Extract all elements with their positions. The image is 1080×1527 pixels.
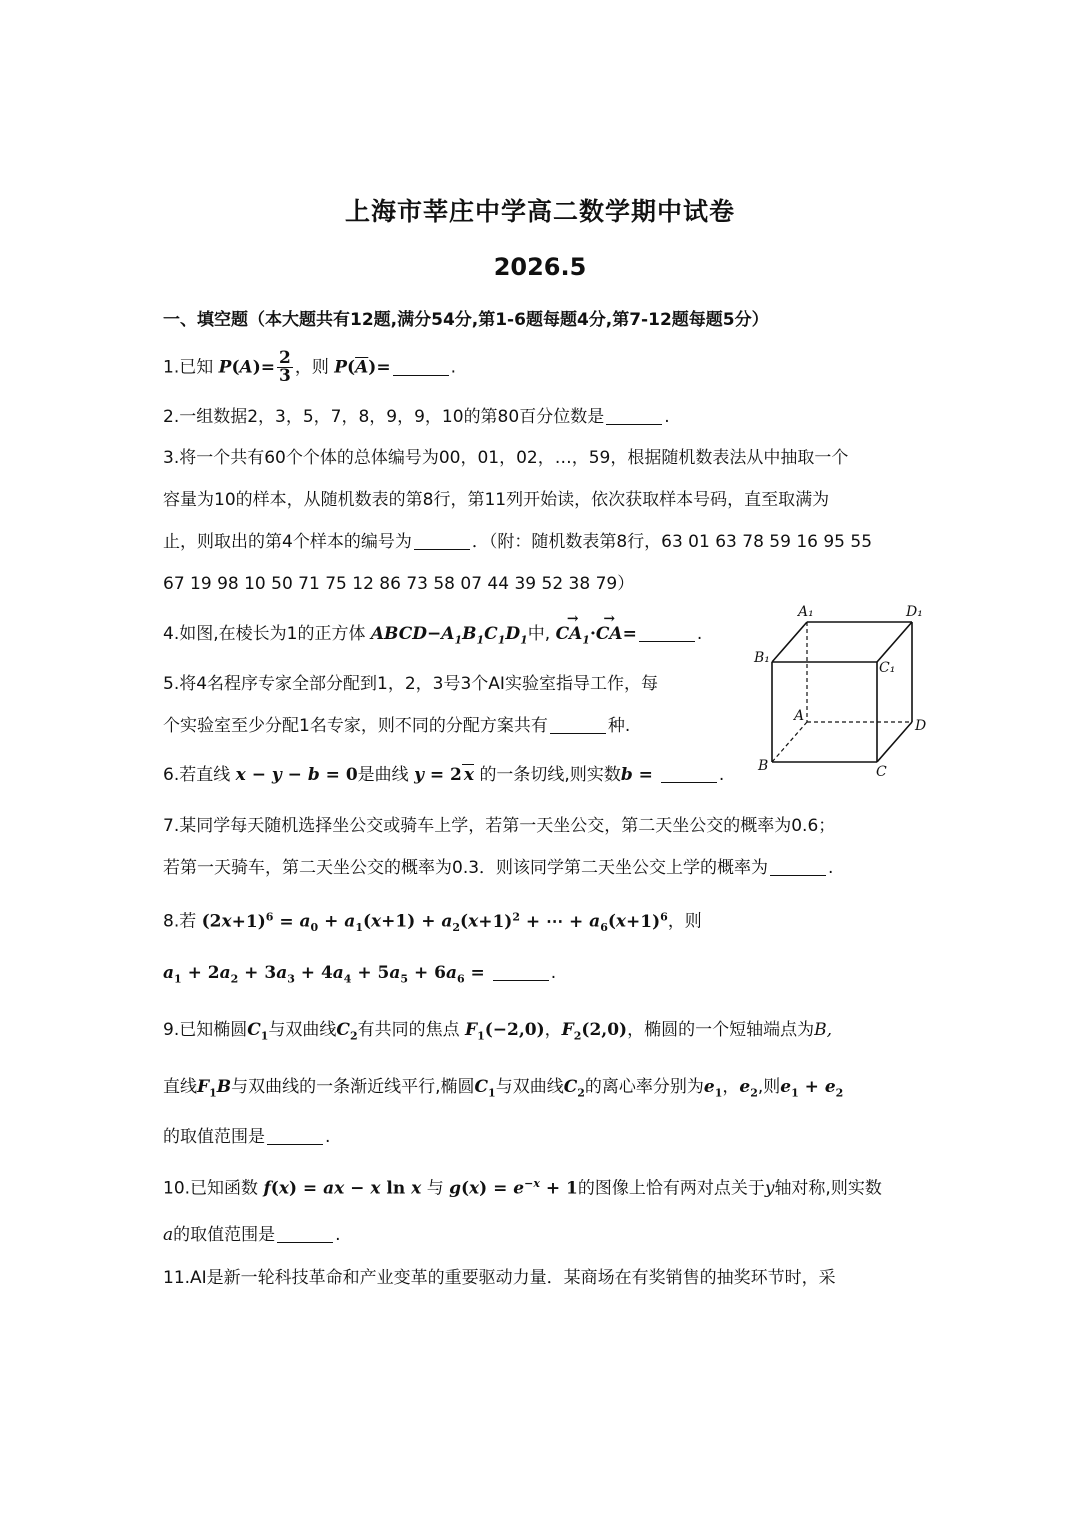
question-5-line-2: 个实验室至少分配1名专家，则不同的分配方案共有 种. [163, 716, 631, 736]
question-7-line-1: 7.某同学每天随机选择坐公交或骑车上学，若第一天坐公交，第二天坐公交的概率为0.6； [163, 816, 836, 836]
vertex-a1-label: A₁ [798, 604, 814, 620]
answer-blank[interactable] [606, 406, 662, 425]
question-8-line-2: $a_1 + 2a_2 + 3a_3 + 4a_4 + 5a_5 + 6a_6$ = . [163, 963, 557, 986]
answer-blank[interactable] [770, 857, 826, 876]
question-10-line-2: a的取值范围是 . [163, 1225, 341, 1245]
vertex-d-label: D [915, 718, 927, 734]
answer-blank[interactable] [639, 623, 695, 642]
question-2: 2.一组数据2，3，5，7，8，9，9，10的第80百分位数是 . [163, 407, 670, 427]
exam-title: 上海市莘庄中学高二数学期中试卷 [344, 197, 735, 226]
vertex-d1-label: D₁ [906, 604, 923, 620]
question-10-line-1: 10.已知函数 f(x) = ax − x ln x 与 $g(x) = e^{-x} + 1$的图像上恰有两对点关于y轴对称,则实数 [163, 1177, 882, 1199]
question-9-line-1: 9.已知椭圆$C_1$与双曲线$C_2$有共同的焦点 $F_1(-2,0)$，$F_2(2,0)$，椭圆的一个短轴端点为B, [163, 1020, 832, 1043]
question-6: 6.若直线 x − y − b = 0是曲线 y = 2 x 的一条切线,则实数b = . [163, 765, 725, 785]
answer-blank[interactable] [414, 531, 470, 550]
question-3-line-4: 67 19 98 10 50 71 75 12 86 73 58 07 44 39 52 38 79） [163, 574, 635, 594]
question-3-line-2: 容量为10的样本，从随机数表的第8行，第11列开始读，依次获取样本号码，直至取满为 [163, 490, 830, 510]
vertex-b-label: B [758, 758, 769, 774]
question-8-line-1: 8.若 $(2x+1)^6 = a_0 + a_1(x+1) + a_2(x+1)^2$ + ⋯ + $a_6(x+1)^6$，则 [163, 910, 702, 935]
question-7-line-2: 若第一天骑车，第二天坐公交的概率为0.3．则该同学第二天坐公交上学的概率为 . [163, 858, 834, 878]
exam-date: 2026.5 [493, 253, 587, 281]
answer-blank[interactable] [661, 764, 717, 783]
question-9-line-3: 的取值范围是 . [163, 1127, 331, 1147]
section-heading: 一、填空题（本大题共有12题,满分54分,第1-6题每题4分,第7-12题每题5分） [163, 310, 769, 330]
vertex-b1-label: B₁ [754, 650, 770, 666]
vertex-c-label: C [876, 764, 887, 780]
cube-figure [752, 600, 932, 780]
answer-blank[interactable] [550, 715, 606, 734]
answer-blank[interactable] [393, 357, 449, 376]
answer-blank[interactable] [267, 1126, 323, 1145]
question-3-line-1: 3.将一个共有60个个体的总体编号为00，01，02，…，59，根据随机数表法从中抽取一个 [163, 448, 849, 468]
question-3-line-3: 止，则取出的第4个样本的编号为 ．（附：随机数表第8行，63 01 63 78 59 16 95 55 [163, 532, 873, 552]
question-1: 1.已知 P(A)= $\frac{2}{3}$ ，则 $P(\overline{A})=$ . [163, 348, 456, 386]
question-9-line-2: 直线$F_1B$与双曲线的一条渐近线平行,椭圆$C_1$与双曲线$C_2$的离心率分别为$e_1$，$e_2$,则$e_1 + e_2$ [163, 1077, 844, 1100]
answer-blank[interactable] [277, 1224, 333, 1243]
vertex-a-label: A [794, 708, 805, 724]
question-11-line-1: 11.AI是新一轮科技革命和产业变革的重要驱动力量．某商场在有奖销售的抽奖环节时，采 [163, 1268, 836, 1288]
answer-blank[interactable] [493, 962, 549, 981]
question-5-line-1: 5.将4名程序专家全部分配到1，2，3号3个AI实验室指导工作，每 [163, 674, 658, 694]
vertex-c1-label: C₁ [879, 660, 896, 676]
question-4: 4.如图,在棱长为1的正方体 $ABCD-A_1B_1C_1D_1$中, → $CA_1\cdot\to CA=$ . [163, 622, 702, 652]
